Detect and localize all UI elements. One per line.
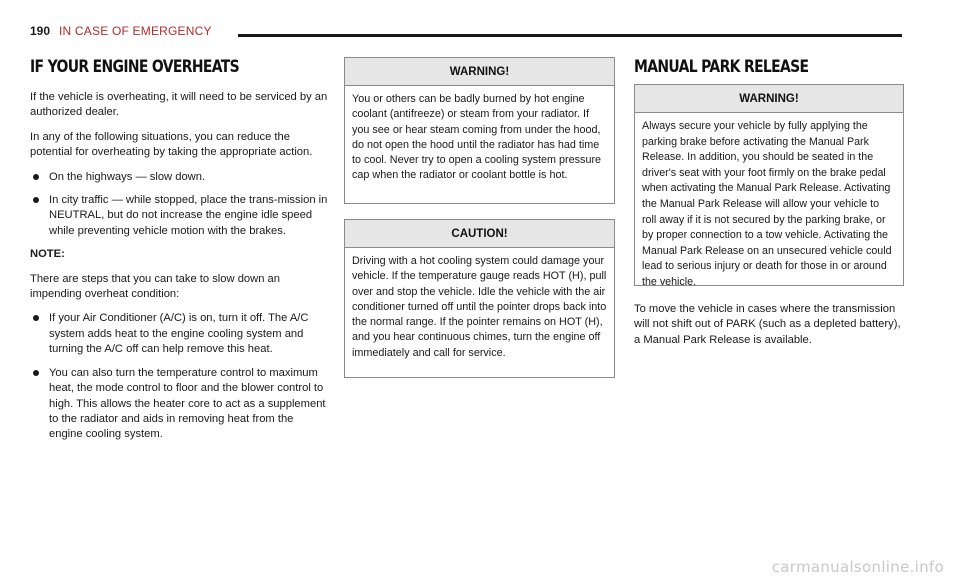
caution-box-text: Driving with a hot cooling system could damage your vehicle. If the temperature gauge reads HOT (H), pull over and stop the vehicle. Idle the vehicle with the air conditioner turned off until the pointer drops back into the normal range. If the pointer remains on HOT (H), and you hear continuous chimes, turn the engine off immediately and call for service. (352, 255, 607, 359)
left-column (30, 56, 328, 451)
warning-box-text: You or others can be badly burned by hot engine coolant (antifreeze) or steam from your radiator. If you see or hear steam coming from under the hood, do not open the hood until the radiator has had time to cool. Never try to open a cooling system pressure cap when the radiator or coolant bottle is hot. (352, 93, 602, 182)
note-steps-list (30, 311, 328, 442)
warning-box-title: WARNING! (635, 85, 903, 113)
overheat-actions-list (30, 170, 328, 240)
bullet-icon (33, 370, 39, 376)
caution-box-title: CAUTION! (345, 220, 614, 248)
warning-box-park-release (634, 84, 904, 286)
list-item: You can also turn the temperature control to maximum heat, the mode control to floor and the blower control to high. This allows the heater core to act as a supplement to the radiator and aids in removing heat from the engine cooling system. (30, 366, 328, 443)
note-text: There are steps that you can take to slow down an impending overheat condition: (30, 272, 280, 301)
list-item: If your Air Conditioner (A/C) is on, turn it off. The A/C system adds heat to the engine cooling system and turning the A/C off can help remove this heat. (30, 311, 328, 357)
park-release-body (634, 302, 906, 357)
list-item: On the highways — slow down. (30, 170, 328, 185)
bullet-icon (33, 174, 39, 180)
section-name: IN CASE OF EMERGENCY (59, 24, 212, 38)
note-label: NOTE: (30, 248, 65, 261)
warning-box-title: WARNING! (345, 58, 614, 86)
caution-box-hot-cooling (344, 219, 615, 378)
section-title-park-release: MANUAL PARK RELEASE (634, 57, 809, 77)
situations-paragraph: In any of the following situations, you can reduce the potential for overheating by taking the appropriate action. (30, 130, 313, 159)
page-header (30, 24, 902, 46)
bullet-icon (33, 197, 39, 203)
section-title-overheats: IF YOUR ENGINE OVERHEATS (30, 57, 240, 77)
list-item: In city traffic — while stopped, place the trans-mission in NEUTRAL, but do not increase the engine idle speed while preventing vehicle motion with the brakes. (30, 193, 328, 239)
page-number: 190 (30, 24, 51, 38)
intro-paragraph: If the vehicle is overheating, it will need to be serviced by an authorized dealer. (30, 91, 328, 119)
bullet-icon (33, 315, 39, 321)
watermark: carmanualsonline.info (771, 558, 944, 576)
warning-box-text: Always secure your vehicle by fully applying the parking brake before activating the Manual Park Release. In addition, you should be seated in the driver's seat with your foot firmly on the brake pedal when activating the Manual Park Release. Activating the Manual Park Release will allow your vehicle to roll away if it is not secured by the parking brake, or by proper connection to a tow vehicle. Activating the Manual Park Release on an unsecured vehicle could lead to serious injury or death for those in or around the vehicle. (642, 120, 892, 288)
header-rule (238, 34, 902, 37)
park-release-paragraph: To move the vehicle in cases where the transmission will not shift out of PARK (such as a depleted battery), a Manual Park Release is available. (634, 303, 901, 346)
warning-box-coolant (344, 57, 615, 204)
